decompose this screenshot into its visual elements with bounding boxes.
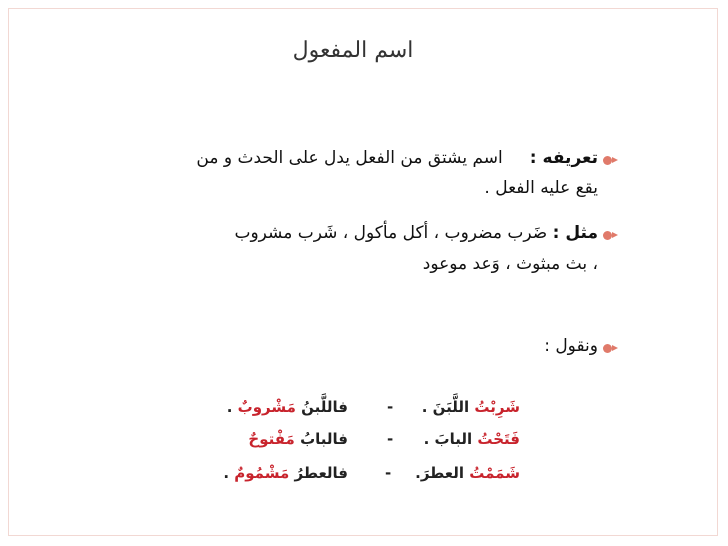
definition-line-2: يقع عليه الفعل . [484, 178, 598, 198]
example-object: اللَّبَنَ . [421, 398, 470, 416]
bullet-icon [603, 156, 612, 165]
definition-text: اسم يشتق من الفعل يدل على الحدث و من [196, 148, 503, 168]
bullet-icon [603, 344, 612, 353]
definition-label: تعريفه : [529, 148, 598, 168]
example-separator: - [385, 464, 392, 482]
example-result-3: فالعطرُ مَشْمُومٌ . [223, 464, 348, 482]
definition-line-1 [196, 148, 598, 168]
example-separator: - [387, 430, 394, 448]
slide-border [8, 8, 718, 536]
example-row-1 [422, 398, 520, 416]
example-object: البابَ . [423, 430, 473, 448]
example-label: مثل : [552, 223, 598, 243]
example-verb: شَرِبْتُ [474, 398, 520, 416]
example-row-3 [415, 464, 520, 482]
example-separator: - [387, 398, 394, 416]
slide-title: اسم المفعول [292, 38, 414, 63]
example-verb: فَتَحْتُ [477, 430, 520, 448]
example-line-2: ، بث مبثوث ، وَعد موعود [422, 254, 598, 274]
example-verb: شَمَمْتُ [469, 464, 520, 482]
bullet-icon [603, 231, 612, 240]
example-line-1 [234, 223, 598, 243]
example-result-2: فالبابُ مَفْتوحٌ [248, 430, 348, 448]
example-text: ضَرب مضروب ، أكل مأكول ، شَرب مشروب [234, 223, 548, 243]
we-say-line: ونقول : [544, 336, 598, 356]
example-row-2 [424, 430, 520, 448]
example-object: العطرَ. [415, 464, 465, 482]
example-result-1: فاللَّبنُ مَشْروبٌ . [226, 398, 348, 416]
